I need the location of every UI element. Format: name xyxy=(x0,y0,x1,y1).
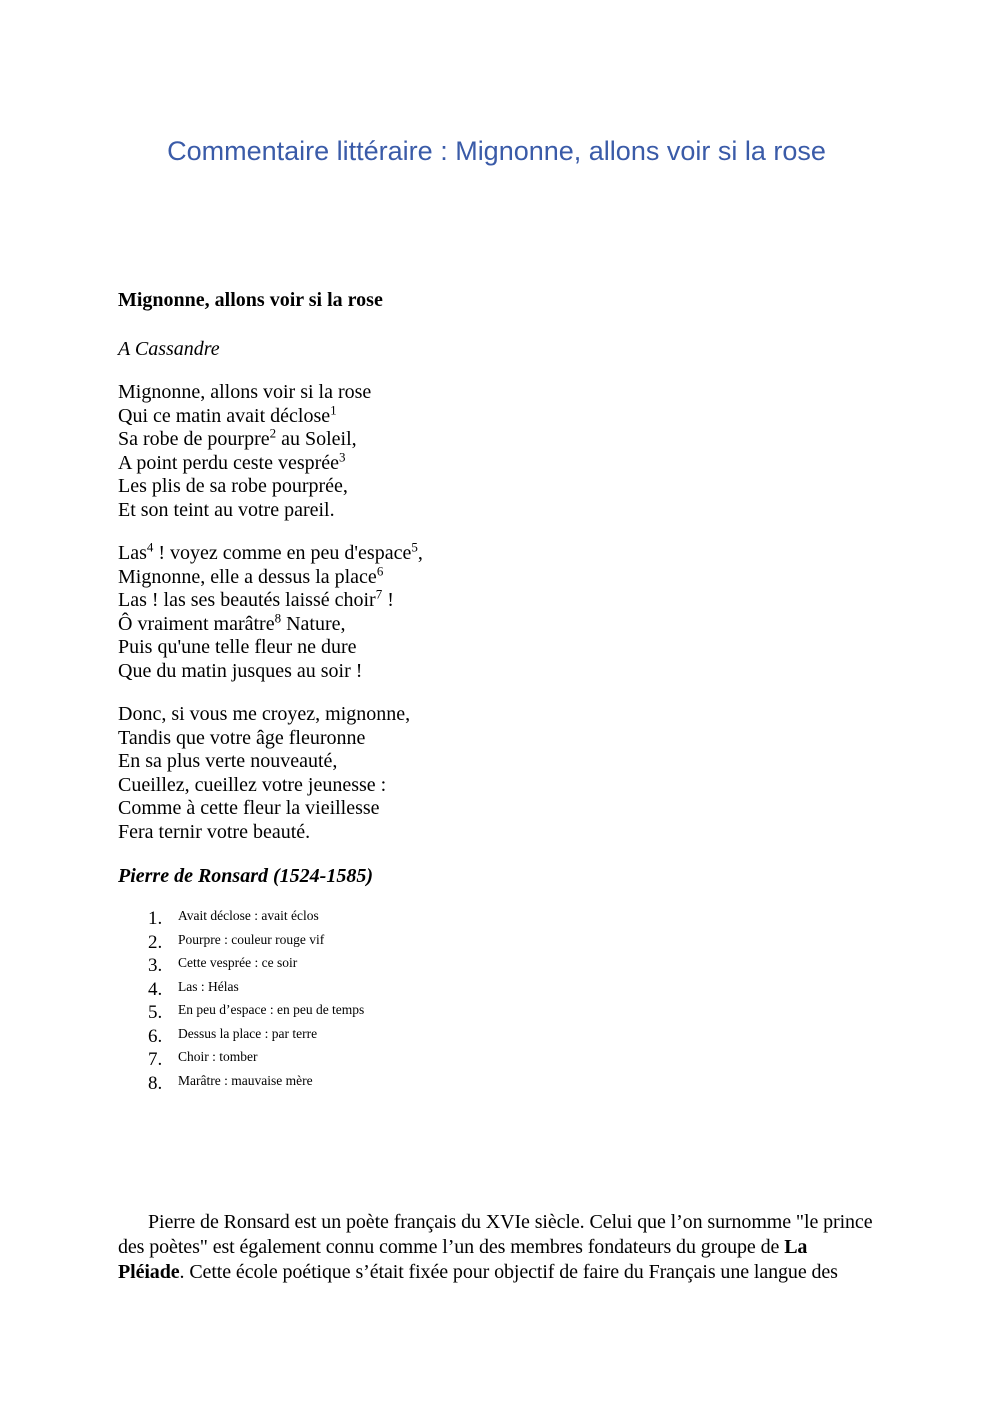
footnote-item xyxy=(148,1047,873,1071)
footnote-text: En peu d’espace : en peu de temps xyxy=(178,1002,365,1017)
poem-line: Que du matin jusques au soir ! xyxy=(118,659,363,682)
poem-line: Las ! las ses beautés laissé choir$^7$ ! xyxy=(118,586,394,611)
footnote-marker: 7 xyxy=(375,586,383,602)
poem-stanza xyxy=(118,381,873,522)
poem-line: Comme à cette fleur la vieillesse xyxy=(118,797,380,819)
footnote-number: 6. xyxy=(148,1025,163,1047)
footnote-item xyxy=(148,1071,873,1095)
poem-author: Pierre de Ronsard (1524-1585) xyxy=(118,865,373,887)
poem-stanzas xyxy=(118,381,873,844)
poem-line: Fera ternir votre beauté. xyxy=(118,820,311,843)
footnote-number: 7. xyxy=(148,1049,163,1070)
poem-line: Ô vraiment marâtre$^8$ Nature, xyxy=(118,609,346,635)
poem-line: Cueillez, cueillez votre jeunesse : xyxy=(118,773,387,796)
document-content xyxy=(0,288,993,1285)
footnote-marker: 1 xyxy=(330,401,337,417)
poem-line: A point perdu ceste vesprée$^3$ xyxy=(118,448,346,474)
footnote-marker: 3 xyxy=(339,448,346,464)
footnote-marker: 6 xyxy=(376,562,384,578)
footnote-marker: 8 xyxy=(274,609,282,625)
poem-line: Mignonne, allons voir si la rose xyxy=(118,381,372,403)
poem-line: Las$^4$ ! voyez comme en peu d'espace$^5$, xyxy=(118,539,423,564)
poem-section xyxy=(118,288,873,888)
footnote-number: 4. xyxy=(148,978,163,1000)
footnote-item xyxy=(148,977,873,1001)
footnote-marker: 2 xyxy=(269,425,277,441)
footnote-text: Marâtre : mauvaise mère xyxy=(178,1072,313,1088)
poem-title: Mignonne, allons voir si la rose xyxy=(118,289,383,311)
poem-line: En sa plus verte nouveauté, xyxy=(118,750,338,772)
commentary-bold-text: La Pléiade xyxy=(118,1236,808,1283)
footnote-text: Dessus la place : par terre xyxy=(178,1025,318,1041)
footnote-text: Pourpre : couleur rouge vif xyxy=(178,931,325,947)
footnote-text: Avait déclose : avait éclos xyxy=(178,908,319,923)
footnote-text: Cette vesprée : ce soir xyxy=(178,955,298,970)
footnote-list xyxy=(148,906,873,1094)
poem-line: Les plis de sa robe pourprée, xyxy=(118,475,348,497)
footnote-marker: 4 xyxy=(146,539,154,555)
poem-line: Tandis que votre âge fleuronne xyxy=(118,726,366,749)
footnote-text: Las : Hélas xyxy=(178,978,239,994)
footnote-number: 5. xyxy=(148,1002,163,1023)
poem-line: Sa robe de pourpre$^2$ au Soleil, xyxy=(118,425,357,450)
poem-line: Donc, si vous me croyez, mignonne, xyxy=(118,703,411,725)
poem-line: Et son teint au votre pareil. xyxy=(118,498,335,521)
poem-stanza xyxy=(118,539,873,683)
poem-dedication: A Cassandre xyxy=(118,338,220,360)
poem-line: Qui ce matin avait déclose$^1$ xyxy=(118,401,337,427)
footnote-number: 2. xyxy=(148,931,163,953)
footnote-item xyxy=(148,930,873,954)
footnote-number: 3. xyxy=(148,955,163,976)
footnote-item xyxy=(148,1000,873,1024)
footnote-item xyxy=(148,1024,873,1048)
footnote-item xyxy=(148,906,873,930)
poem-line: Mignonne, elle a dessus la place$^6$ xyxy=(118,562,384,588)
footnote-number: 1. xyxy=(148,908,163,929)
footnote-number: 8. xyxy=(148,1072,163,1094)
document-title: Commentaire littéraire : Mignonne, allons voir si la rose xyxy=(167,136,826,166)
poem-line: Puis qu'une telle fleur ne dure xyxy=(118,636,357,658)
footnote-marker: 5 xyxy=(411,539,418,555)
commentary-paragraph: Pierre de Ronsard est un poète français du XVIe siècle. Celui que l’on surnomme "le prince des poètes" est également connu comme l’un des membres fondateurs du groupe de La Pléiade. Cette école poétique s’était fixée pour objectif de faire du Français une langue des xyxy=(118,1211,873,1283)
poem-stanza xyxy=(118,703,873,844)
footnote-text: Choir : tomber xyxy=(178,1049,258,1064)
footnote-item xyxy=(148,953,873,977)
